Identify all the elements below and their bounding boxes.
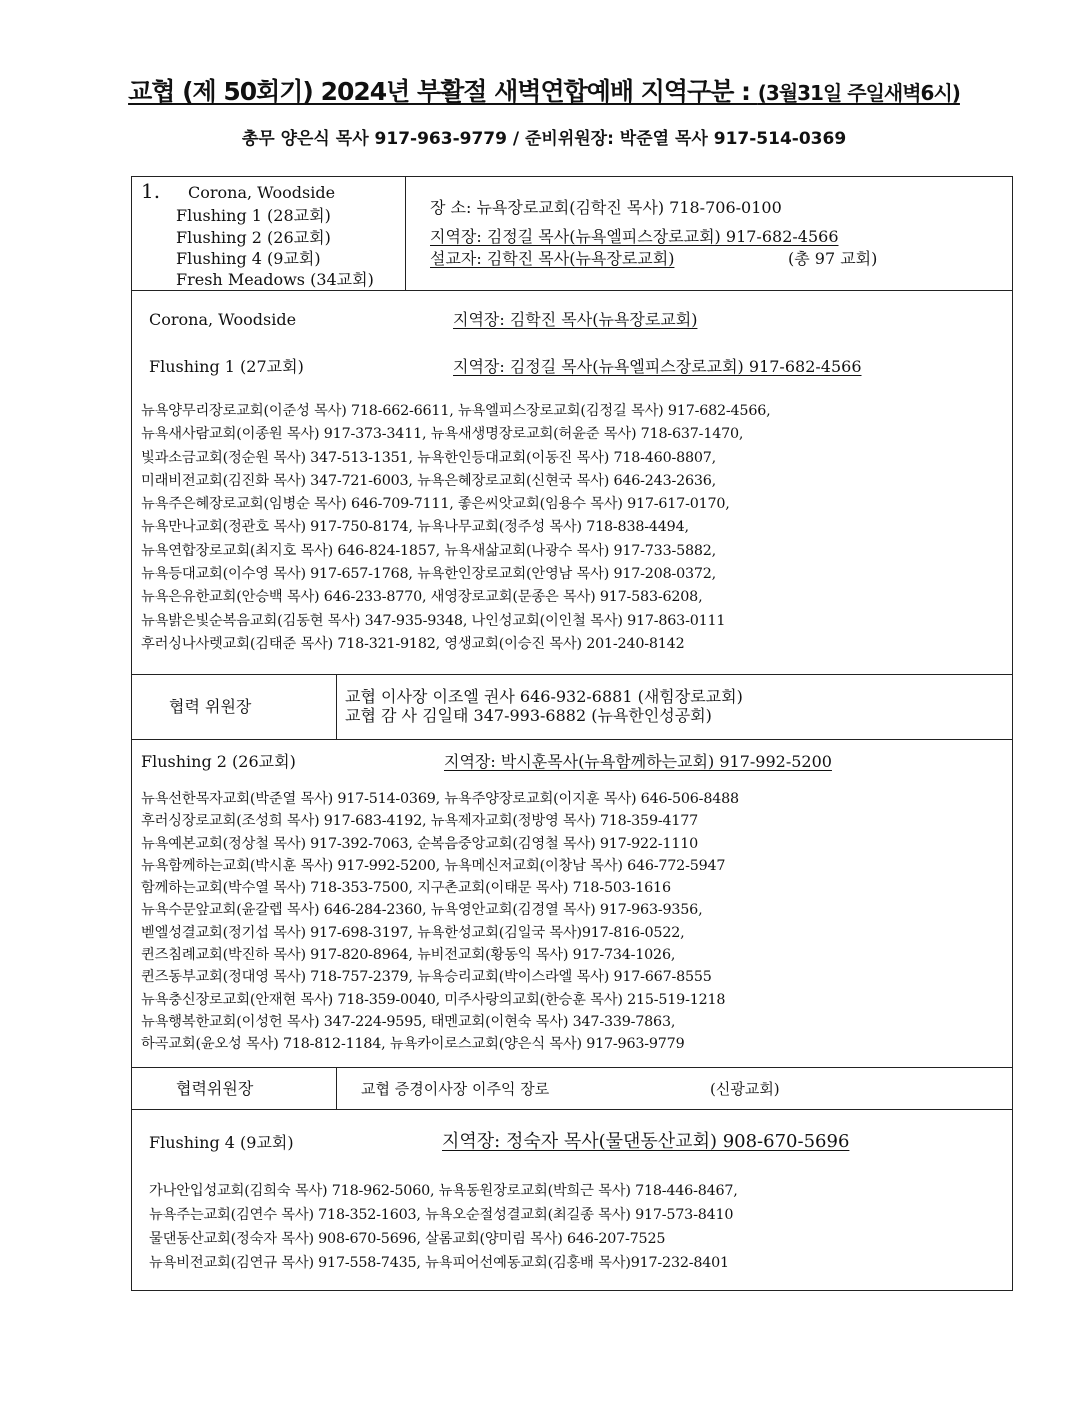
list-item: 뉴욕함께하는교회(박시훈 목사) 917-992-5200, 뉴욕메신저교회(이창남 목사) 646-772-5947 xyxy=(141,857,726,874)
church-list xyxy=(149,1179,738,1275)
coop-member: 교협 이사장 이조엘 권사 646-932-6881 (새힘장로교회) xyxy=(345,687,743,706)
divider xyxy=(132,1109,1012,1110)
list-item: 뉴욕연합장로교회(최지호 목사) 646-824-1857, 뉴욕새삶교회(나광수 목사) 917-733-5882, xyxy=(141,542,717,559)
region-name: Flushing 2 (26교회) xyxy=(141,752,296,771)
church-list xyxy=(141,400,770,656)
divider xyxy=(336,674,337,739)
list-item: 뉴욕양무리장로교회(이준성 목사) 718-662-6611, 뉴욕엘피스장로교회(김정길 목사) 917-682-4566, xyxy=(141,403,771,419)
divider xyxy=(132,1067,1012,1068)
region-area: Flushing 4 (9교회) xyxy=(176,249,321,268)
list-item: 뉴욕은유한교회(안승백 목사) 646-233-8770, 새영장로교회(문종은 목사) 917-583-6208, xyxy=(141,589,703,606)
list-item: 후러싱장로교회(조성희 목사) 917-683-4192, 뉴욕제자교회(정방영 목사) 718-359-4177 xyxy=(141,813,699,830)
divider xyxy=(336,1067,337,1109)
list-item: 후러싱나사렛교회(김태준 목사) 718-321-9182, 영생교회(이승진 목사) 201-240-8142 xyxy=(141,635,685,652)
divider xyxy=(132,290,1012,291)
list-item: 뉴욕주는교회(김연수 목사) 718-352-1603, 뉴욕오순절성결교회(최길종 목사) 917-573-8410 xyxy=(149,1207,734,1223)
list-item: 뉴욕새사람교회(이종원 목사) 917-373-3411, 뉴욕새생명장로교회(허윤준 목사) 718-637-1470, xyxy=(141,426,744,443)
page-title xyxy=(0,72,1088,108)
region-leader: 지역장: 김정길 목사(뉴욕엘피스장로교회) 917-682-4566 xyxy=(430,227,839,246)
coop-member: 교협 감 사 김일태 347-993-6882 (뉴욕한인성공회) xyxy=(345,706,712,725)
divider xyxy=(132,674,1012,675)
list-item: 뉴욕등대교회(이수영 목사) 917-657-1768, 뉴욕한인장로교회(안영남 목사) 917-208-0372, xyxy=(141,566,717,583)
list-item: 벧엘성결교회(정기섭 목사) 917-698-3197, 뉴욕한성교회(김일국 목사)917-816-0522, xyxy=(141,924,685,941)
page-subtitle: 총무 양은식 목사 917-963-9779 / 준비위원장: 박준열 목사 917-514-0369 xyxy=(241,129,847,149)
list-item: 뉴욕만나교회(정관호 목사) 917-750-8174, 뉴욕나무교회(정주성 목사) 718-838-4494, xyxy=(141,519,689,536)
list-item: 빛과소금교회(정순원 목사) 347-513-1351, 뉴욕한인등대교회(이동진 목사) 718-460-8807, xyxy=(141,449,717,466)
list-item: 뉴욕밝은빛순복음교회(김동현 목사) 347-935-9348, 나인성교회(이인철 목사) 917-863-0111 xyxy=(141,612,726,629)
region-name: Flushing 4 (9교회) xyxy=(149,1133,294,1152)
region-name: Corona, Woodside xyxy=(149,310,297,329)
region-name: Flushing 1 (27교회) xyxy=(149,357,304,376)
list-item: 뉴욕예본교회(정상철 목사) 917-392-7063, 순복음중앙교회(김영철 목사) 917-922-1110 xyxy=(141,835,699,852)
coop-label: 협력위원장 xyxy=(176,1079,254,1098)
region-leader: 지역장: 김정길 목사(뉴욕엘피스장로교회) 917-682-4566 xyxy=(453,357,862,376)
venue: 장 소: 뉴욕장로교회(김학진 목사) 718-706-0100 xyxy=(430,198,782,217)
list-item: 뉴욕행복한교회(이성헌 목사) 347-224-9595, 태멘교회(이현숙 목사) 347-339-7863, xyxy=(141,1013,676,1030)
region-area: Flushing 2 (26교회) xyxy=(176,228,331,247)
list-item: 뉴욕비전교회(김연규 목사) 917-558-7435, 뉴욕피어선예동교회(김홍배 목사)917-232-8401 xyxy=(149,1255,729,1271)
list-item: 함께하는교회(박수열 목사) 718-353-7500, 지구촌교회(이태문 목사) 718-503-1616 xyxy=(141,880,671,897)
list-item: 하곡교회(윤오성 목사) 718-812-1184, 뉴욕카이로스교회(양은식 목사) 917-963-9779 xyxy=(141,1036,685,1053)
list-item: 뉴욕수문앞교회(윤갈렙 목사) 646-284-2360, 뉴욕영안교회(김경열 목사) 917-963-9356, xyxy=(141,902,703,919)
list-item: 물댄동산교회(정숙자 목사) 908-670-5696, 살롬교회(양미림 목사) 646-207-7525 xyxy=(149,1231,666,1247)
title-main: 교협 (제 50회기) 2024년 부활절 새벽연합예배 지역구분 : xyxy=(128,77,758,106)
region-table xyxy=(131,176,1013,1291)
list-item: 가나안입성교회(김희숙 목사) 718-962-5060, 뉴욕동원장로교회(박희근 목사) 718-446-8467, xyxy=(149,1183,738,1199)
region-leader: 지역장: 박시훈목사(뉴욕함께하는교회) 917-992-5200 xyxy=(444,752,832,771)
region-area: Corona, Woodside xyxy=(188,183,336,202)
list-item: 퀸즈동부교회(정대영 목사) 718-757-2379, 뉴욕승리교회(박이스라엘 목사) 917-667-8555 xyxy=(141,969,712,986)
region-leader: 지역장: 김학진 목사(뉴욕장로교회) xyxy=(453,310,698,329)
region-leader: 지역장: 정숙자 목사(물댄동산교회) 908-670-5696 xyxy=(442,1131,850,1152)
church-total: (총 97 교회) xyxy=(788,249,878,268)
list-item: 뉴욕선한목자교회(박준열 목사) 917-514-0369, 뉴욕주양장로교회(이지훈 목사) 646-506-8488 xyxy=(141,791,739,807)
region-number: 1. xyxy=(141,179,161,203)
list-item: 뉴욕충신장로교회(안재현 목사) 718-359-0040, 미주사랑의교회(한승훈 목사) 215-519-1218 xyxy=(141,991,726,1008)
list-item: 퀸즈침례교회(박진하 목사) 917-820-8964, 뉴비전교회(황동익 목사) 917-734-1026, xyxy=(141,947,676,964)
list-item: 뉴욕주은혜장로교회(임병순 목사) 646-709-7111, 좋은씨앗교회(임용수 목사) 917-617-0170, xyxy=(141,496,730,513)
divider xyxy=(405,177,406,290)
church-list xyxy=(141,788,739,1056)
region-area: Fresh Meadows (34교회) xyxy=(176,270,374,289)
coop-church: (신광교회) xyxy=(710,1080,780,1098)
coop-member: 교협 증경이사장 이주익 장로 xyxy=(361,1080,550,1098)
title-date: (3월31일 주일새벽6시) xyxy=(757,81,960,105)
coop-label: 협력 위원장 xyxy=(169,697,252,716)
preacher: 설교자: 김학진 목사(뉴욕장로교회) xyxy=(430,249,675,268)
list-item: 미래비전교회(김진화 목사) 347-721-6003, 뉴욕은혜장로교회(신현국 목사) 646-243-2636, xyxy=(141,472,717,489)
divider xyxy=(132,739,1012,740)
region-area: Flushing 1 (28교회) xyxy=(176,206,331,225)
